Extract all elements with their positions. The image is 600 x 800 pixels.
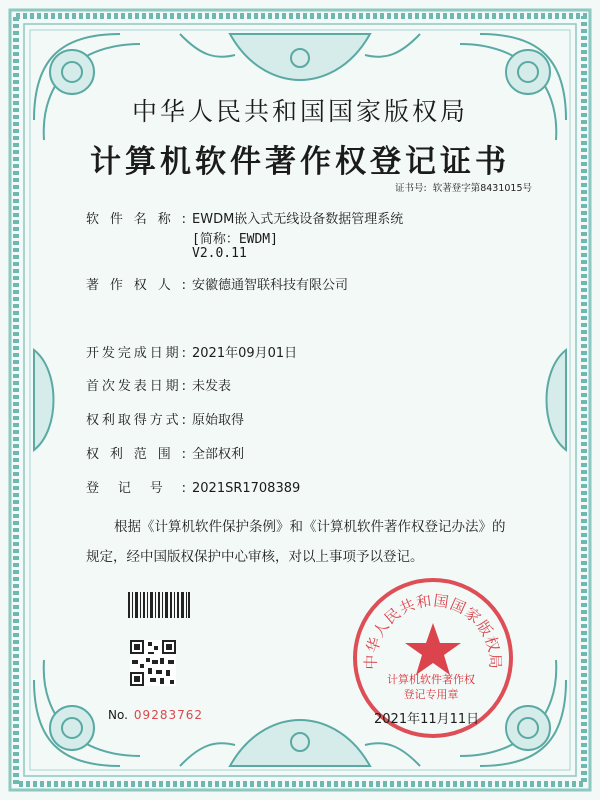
acquisition-method-field bbox=[86, 409, 244, 428]
software-name-label: 软件名称: bbox=[86, 212, 186, 227]
completion-date-label: 开发完成日期: bbox=[86, 346, 186, 361]
seal-star-icon bbox=[405, 623, 461, 675]
serial-prefix: No. bbox=[108, 708, 128, 722]
first-publication-value: 未发表 bbox=[192, 379, 232, 394]
rights-scope-field bbox=[86, 443, 244, 462]
copyright-owner-field bbox=[86, 274, 348, 293]
issuing-authority: 中华人民共和国国家版权局 bbox=[131, 97, 468, 126]
copyright-owner-label: 著作权人: bbox=[86, 278, 186, 293]
seal-ring-text: 中华人民共和国国家版权局 bbox=[361, 591, 505, 670]
copyright-owner-value: 安徽德通智联科技有限公司 bbox=[192, 278, 349, 293]
serial-number-value: 09283762 bbox=[133, 708, 203, 722]
software-version: V2.0.11 bbox=[192, 246, 247, 261]
registration-no-value: 2021SR1708389 bbox=[192, 481, 301, 496]
serial-number bbox=[108, 708, 203, 722]
first-publication-label: 首次发表日期: bbox=[86, 379, 186, 394]
certificate-number-label: 证书号: bbox=[394, 183, 427, 194]
seal-line-2: 登记专用章 bbox=[403, 688, 459, 701]
software-name-value: EWDM嵌入式无线设备数据管理系统 bbox=[192, 212, 404, 227]
software-short-name: [简称：EWDM] bbox=[192, 232, 278, 247]
first-publication-field bbox=[86, 375, 231, 394]
qr-code-image bbox=[130, 640, 176, 686]
certificate-title: 计算机软件著作权登记证书 bbox=[90, 144, 510, 180]
registration-statement bbox=[86, 512, 526, 572]
certificate-number bbox=[395, 180, 532, 194]
registration-no-label: 登记号: bbox=[86, 481, 186, 496]
certificate-number-value: 软著登字第8431015号 bbox=[432, 183, 532, 194]
seal-line-1: 计算机软件著作权 bbox=[387, 673, 475, 686]
barcode-image bbox=[128, 592, 190, 618]
completion-date-field bbox=[86, 342, 297, 361]
rights-scope-label: 权利范围: bbox=[86, 447, 186, 462]
statement-line-2: 规定，经中国版权保护中心审核，对以上事项予以登记。 bbox=[86, 549, 424, 565]
issue-date: 2021年11月11日 bbox=[374, 712, 480, 727]
rights-scope-value: 全部权利 bbox=[192, 447, 245, 462]
software-name-field bbox=[86, 208, 403, 227]
acquisition-method-value: 原始取得 bbox=[192, 413, 245, 428]
acquisition-method-label: 权利取得方式: bbox=[86, 413, 186, 428]
statement-line-1: 根据《计算机软件保护条例》和《计算机软件著作权登记办法》的 bbox=[114, 519, 506, 535]
registration-no-field bbox=[86, 477, 300, 496]
completion-date-value: 2021年09月01日 bbox=[192, 346, 298, 361]
